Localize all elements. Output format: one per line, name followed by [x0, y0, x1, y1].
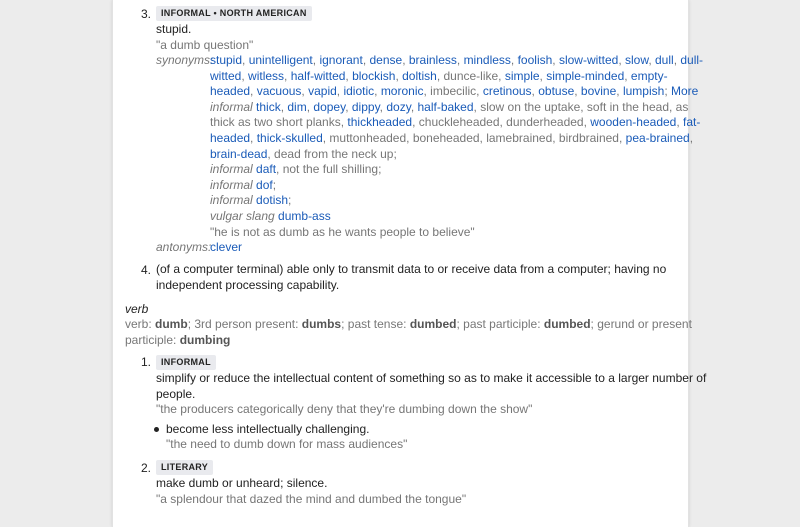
synonym-link[interactable]: vapid [308, 84, 337, 99]
synonym-link[interactable]: dumb-ass [278, 209, 331, 223]
definition: (of a computer terminal) able only to transmit data to or receive data from a computer; having no [156, 262, 667, 276]
synonym-link[interactable]: ignorant [319, 53, 363, 67]
synonym-link[interactable]: bovine [580, 84, 617, 99]
separator: ; [288, 193, 292, 208]
synonym-link[interactable]: moronic [380, 84, 424, 99]
separator: , [624, 68, 631, 83]
plain-text: ; past tense: [341, 317, 410, 331]
text-line [210, 209, 331, 224]
text-line [210, 147, 397, 162]
plain-text: , dead from the neck up; [267, 146, 397, 161]
plain-text: ; gerund or present [590, 317, 692, 331]
separator: , [345, 68, 353, 83]
register-badge: LITERARY [156, 460, 213, 475]
example-quote: "a splendour that dazed the mind and dumbed the tongue" [156, 492, 467, 506]
definition-continued: people. [156, 387, 196, 401]
synonym-link[interactable]: idiotic [343, 84, 375, 99]
synonym-link[interactable]: vacuous [256, 84, 302, 99]
separator: , [510, 53, 518, 67]
inflection-form: dumbed [409, 317, 457, 331]
synonym-link[interactable]: slow-witted [558, 53, 619, 67]
sense-number: 3. [141, 7, 152, 21]
separator: , [301, 84, 309, 99]
example-quote: "he is not as dumb as he wants people to believe" [210, 224, 475, 239]
dictionary-card [112, 0, 707, 527]
synonym-link[interactable]: dull [655, 53, 674, 67]
synonym-link[interactable]: brainless [408, 53, 457, 67]
synonym-link[interactable]: More [671, 84, 699, 99]
separator: , [616, 84, 623, 99]
separator: , [552, 53, 559, 67]
sense-number: 1. [141, 355, 152, 369]
separator: , [673, 53, 681, 67]
antonym-link[interactable]: clever [210, 240, 243, 254]
sense-number: 4. [141, 263, 152, 277]
synonym-link[interactable]: wooden-headed [590, 115, 677, 130]
synonym-link[interactable]: simple-minded [546, 68, 625, 83]
example-quote: "the producers categorically deny that they're dumbing down the show" [156, 402, 533, 416]
sub-definition: become less intellectually challenging. [166, 422, 370, 436]
text-line [125, 333, 230, 348]
text-line [210, 53, 703, 68]
text-line [210, 225, 475, 240]
separator: , [336, 84, 344, 99]
separator: , [362, 53, 370, 67]
text-line [210, 100, 688, 115]
plain-text: participle: [125, 332, 180, 347]
separator: ; [664, 84, 671, 99]
inflection-form: dumbs [301, 317, 342, 331]
separator: , [306, 99, 314, 114]
plain-text: verb: [125, 317, 156, 331]
text-line [210, 193, 291, 208]
register-label: informal [210, 162, 257, 177]
synonyms-label: synonyms: [156, 53, 214, 67]
synonym-link[interactable]: pea-brained [625, 131, 690, 145]
separator: , [250, 84, 257, 99]
synonym-link[interactable]: simple [504, 68, 540, 83]
text-line [210, 69, 668, 84]
register-badge: INFORMAL • NORTH AMERICAN [156, 6, 312, 21]
separator: , [374, 84, 381, 99]
synonym-link[interactable]: half-witted [290, 68, 346, 83]
text-line [125, 317, 692, 332]
synonym-link[interactable]: dof [256, 177, 273, 192]
part-of-speech: verb [125, 302, 149, 316]
synonym-link[interactable]: witted [210, 68, 242, 83]
separator: , [456, 53, 464, 67]
text-line [210, 178, 276, 193]
synonym-link[interactable]: witless [248, 68, 285, 83]
separator: , [574, 84, 581, 99]
separator: , [648, 53, 655, 67]
synonym-link[interactable]: dull- [680, 53, 704, 67]
example-quote: "a dumb question" [156, 38, 254, 52]
register-label: informal [210, 193, 257, 208]
antonyms-label: antonyms: [156, 240, 212, 254]
text-line [210, 115, 700, 130]
sub-example-quote: "the need to dumb down for mass audiences" [166, 437, 408, 451]
inflection-form: dumbing [179, 332, 231, 347]
synonym-link[interactable]: thick-skulled [256, 131, 323, 145]
separator: , [539, 68, 547, 83]
synonym-link[interactable]: cretinous [482, 84, 532, 99]
synonym-link[interactable]: headed [210, 84, 251, 99]
synonym-link[interactable]: obtuse [538, 84, 575, 99]
separator: , [312, 53, 320, 67]
definition: simplify or reduce the intellectual content of something so as to make it accessible to a larger number of [156, 371, 707, 385]
inflection-form: dumbed [543, 317, 591, 331]
plain-text: , slow on the uptake, soft in the head, as [473, 99, 689, 114]
separator: , [531, 84, 539, 99]
plain-text: , dunce-like, [436, 68, 505, 83]
synonym-link[interactable]: dense [369, 53, 403, 67]
separator: , [284, 68, 291, 83]
plain-text: , muttonheaded, boneheaded, lamebrained, birdbrained, [322, 131, 626, 145]
synonym-link[interactable]: empty- [630, 68, 668, 83]
register-label: informal [210, 177, 257, 192]
synonym-link[interactable]: unintelligent [248, 53, 313, 67]
synonym-link[interactable]: thick [256, 99, 281, 114]
register-label: vulgar slang [210, 209, 279, 223]
synonym-link[interactable]: stupid [210, 53, 243, 67]
separator: , [410, 99, 418, 114]
synonym-link[interactable]: headed [210, 131, 251, 145]
separator: , [402, 53, 409, 67]
synonym-link[interactable]: fat- [683, 115, 701, 130]
synonym-link[interactable]: dozy [386, 99, 411, 114]
definition-continued: independent processing capability. [156, 278, 340, 292]
synonym-link[interactable]: mindless [463, 53, 511, 67]
bullet-icon [154, 427, 159, 432]
separator: , [689, 131, 694, 145]
synonym-link[interactable]: thickheaded [347, 115, 413, 130]
synonym-link[interactable]: dopey [313, 99, 346, 114]
plain-text: thick as two short planks, [210, 115, 348, 130]
separator: , [242, 53, 249, 67]
plain-text: , chuckleheaded, dunderheaded, [412, 115, 591, 130]
inflection-form: dumb [155, 317, 188, 331]
plain-text: , not the full shilling; [276, 162, 382, 177]
separator: ; [272, 177, 277, 192]
separator: , [395, 68, 403, 83]
sense-number: 2. [141, 461, 152, 475]
separator: , [250, 131, 257, 145]
separator: , [241, 68, 249, 83]
plain-text: ; past participle: [456, 317, 544, 331]
synonym-link[interactable]: blockish [352, 68, 396, 83]
separator: , [618, 53, 625, 67]
separator: , [345, 99, 352, 114]
synonym-link[interactable]: foolish [517, 53, 553, 67]
separator: , [676, 115, 684, 130]
separator: , [280, 99, 288, 114]
synonym-link[interactable]: doltish [402, 68, 437, 83]
register-badge: INFORMAL [156, 355, 216, 370]
synonym-link[interactable]: brain-dead [210, 146, 268, 161]
register-label: informal [210, 99, 257, 114]
text-line [210, 131, 693, 146]
synonym-link[interactable]: dotish [256, 193, 289, 208]
text-line [210, 84, 698, 99]
synonym-link[interactable]: lumpish [622, 84, 665, 99]
separator: , [379, 99, 387, 114]
synonym-link[interactable]: daft [256, 162, 277, 177]
synonym-link[interactable]: slow [624, 53, 649, 67]
definition: stupid. [156, 22, 192, 36]
text-line [210, 162, 381, 177]
definition: make dumb or unheard; silence. [156, 476, 328, 490]
synonym-link[interactable]: dim [287, 99, 307, 114]
plain-text: , imbecilic, [423, 84, 483, 99]
synonym-link[interactable]: dippy [351, 99, 380, 114]
plain-text: ; 3rd person present: [187, 317, 302, 331]
synonym-link[interactable]: half-baked [417, 99, 474, 114]
